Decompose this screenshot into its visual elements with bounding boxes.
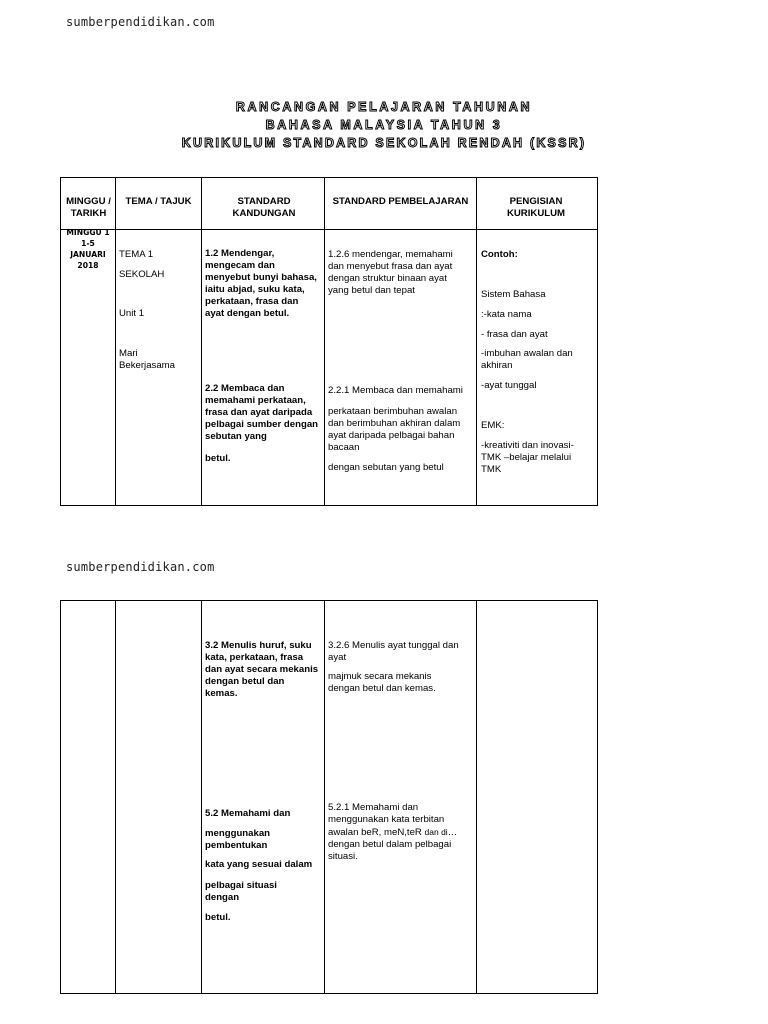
standard-kandungan-4-line-3: kata yang sesuai dalam: [205, 859, 313, 870]
pengisian-emk: EMK:: [481, 420, 505, 431]
standard-kandungan-4-line-5: betul.: [205, 912, 231, 923]
header-standard-kandungan: STANDARD KANDUNGAN: [232, 196, 296, 219]
week-range: 1-5: [81, 239, 95, 248]
pengisian-kreativiti: -kreativiti dan inovasi- TMK –belajar melalui TMK: [481, 440, 574, 475]
lesson-plan-table-2: [60, 600, 598, 994]
sp7-dan-di: dan di: [424, 827, 448, 837]
tema-line-4: Mari Bekerjasama: [119, 348, 175, 371]
pengisian-contoh: Contoh:: [481, 249, 518, 260]
pengisian-imbuhan: -imbuhan awalan dan akhiran: [481, 348, 573, 371]
standard-kandungan-4-line-1: 5.2 Memahami dan: [205, 808, 291, 819]
standard-kandungan-3: 3.2 Menulis huruf, suku kata, perkataan, frasa dan ayat secara mekanis dengan betul dan kemas.: [205, 640, 319, 699]
sp7-part-b: … dengan betul dalam pelbagai situasi.: [328, 827, 458, 862]
standard-kandungan-4-line-2: menggunakan pembentukan: [205, 828, 271, 851]
sp7-part-a: 5.2.1 Memahami dan menggunakan kata terbitan awalan beR, meN,teR: [328, 802, 445, 838]
tema-line-3: Unit 1: [119, 308, 145, 319]
title-line-1: RANCANGAN PELAJARAN TAHUNAN: [235, 100, 533, 114]
standard-kandungan-1: 1.2 Mendengar, mengecam dan menyebut bunyi bahasa, iaitu abjad, suku kata, perkataan, frasa dan ayat dengan betul.: [205, 248, 317, 319]
week-cell: [61, 227, 115, 271]
standard-pembelajaran-4: dengan sebutan yang betul: [328, 462, 444, 473]
pengisian-frasa: - frasa dan ayat: [481, 329, 548, 340]
watermark-top: sumberpendidikan.com: [66, 15, 215, 29]
document-title: [0, 98, 768, 152]
standard-pembelajaran-1: 1.2.6 mendengar, memahami dan menyebut frasa dan ayat dengan struktur binaan ayat yang betul dan tepat: [328, 249, 453, 296]
tema-line-2: SEKOLAH: [119, 269, 165, 280]
header-standard-pembelajaran: STANDARD PEMBELAJARAN: [332, 196, 469, 207]
pengisian-ayat-tunggal: -ayat tunggal: [481, 380, 537, 391]
header-tema: TEMA / TAJUK: [125, 196, 192, 207]
standard-pembelajaran-5: 3.2.6 Menulis ayat tunggal dan ayat: [328, 640, 459, 663]
standard-kandungan-2: 2.2 Membaca dan memahami perkataan, frasa dan ayat daripada pelbagai sumber dengan sebutan yang: [205, 383, 319, 442]
week-year: 2018: [77, 261, 99, 270]
lesson-plan-table-1: [60, 177, 598, 506]
standard-pembelajaran-2: 2.2.1 Membaca dan memahami: [328, 385, 463, 396]
title-line-3: KURIKULUM STANDARD SEKOLAH RENDAH (KSSR): [181, 136, 587, 150]
pengisian-sistem-bahasa: Sistem Bahasa: [481, 289, 546, 300]
standard-kandungan-2b: betul.: [205, 453, 231, 464]
title-line-2: BAHASA MALAYSIA TAHUN 3: [265, 118, 503, 132]
pengisian-kata-nama: :-kata nama: [481, 309, 532, 320]
watermark-bottom: sumberpendidikan.com: [66, 560, 215, 574]
week-month: JANUARI: [70, 250, 106, 259]
standard-pembelajaran-6: majmuk secara mekanis dengan betul dan kemas.: [328, 671, 436, 694]
week-label: MINGGU 1: [66, 228, 110, 237]
tema-line-1: TEMA 1: [119, 249, 154, 260]
standard-pembelajaran-3: perkataan berimbuhan awalan dan berimbuhan akhiran dalam ayat daripada pelbagai bahan bacaan: [328, 406, 461, 453]
header-minggu: MINGGU / TARIKH: [66, 196, 111, 219]
header-pengisian-kurikulum: PENGISIAN KURIKULUM: [506, 196, 566, 219]
standard-kandungan-4-line-4: pelbagai situasi dengan: [205, 880, 277, 903]
standard-pembelajaran-7: [328, 802, 474, 863]
